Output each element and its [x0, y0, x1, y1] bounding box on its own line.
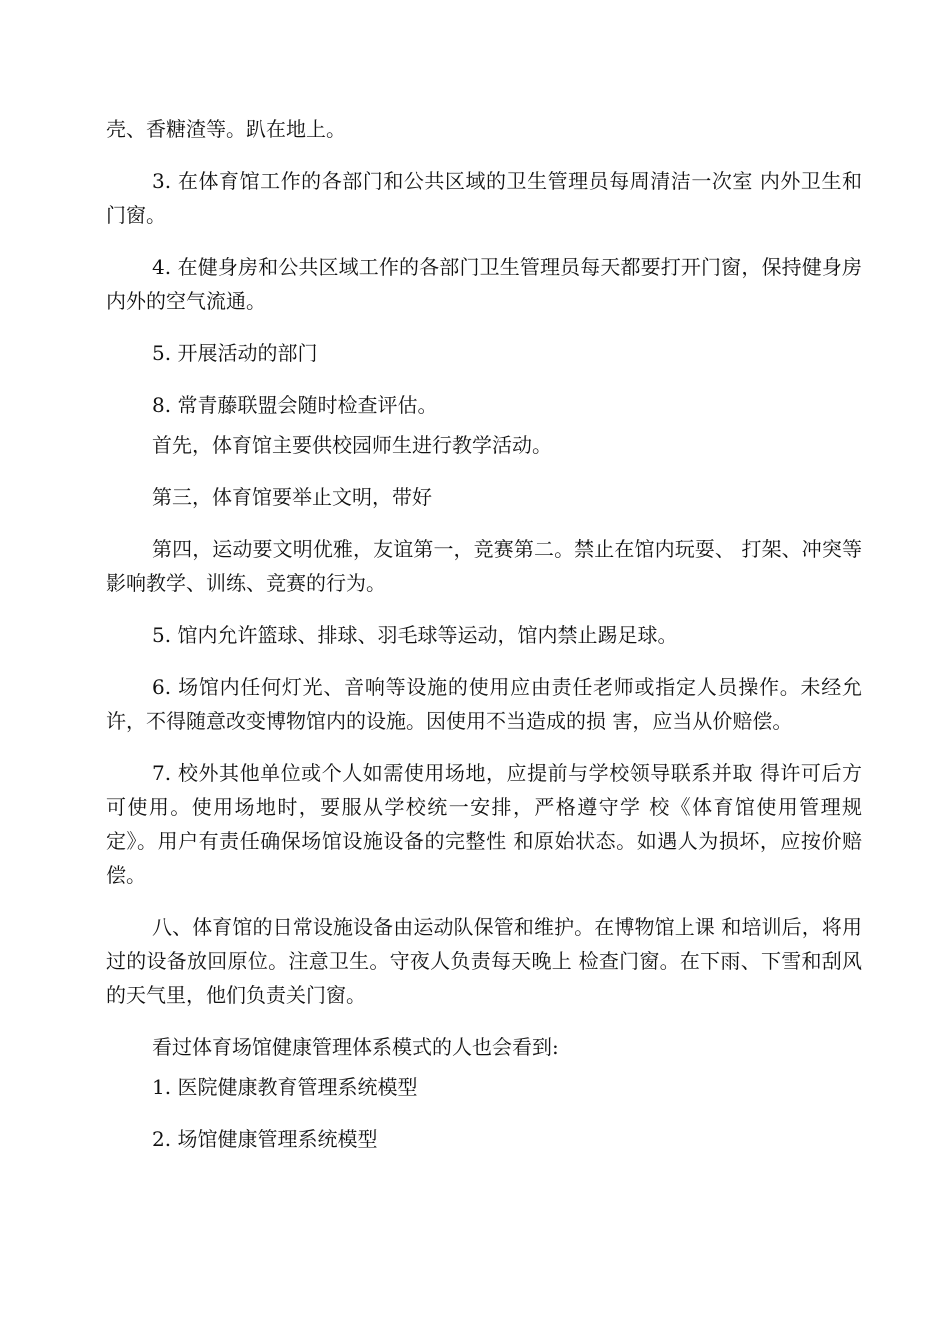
list-item-venue-model: 2. 场馆健康管理系统模型	[152, 1127, 378, 1151]
paragraph-first: 首先，体育馆主要供校园师生进行教学活动。	[152, 433, 552, 457]
paragraph-third: 第三，体育馆要举止文明，带好	[152, 485, 432, 509]
paragraph-fourth: 第四，运动要文明优雅，友谊第一，竞赛第二。禁止在馆内玩耍、 打架、冲突等影响教学、训练、竞赛的行为。	[106, 537, 862, 595]
paragraph-rule-7-external-use: 7. 校外其他单位或个人如需使用场地，应提前与学校领导联系并取 得许可后方可使用。使用场地时，要服从学校统一安排，严格遵守学 校《体育馆使用管理规定》。用户有责任确保场馆设施设备的完整性 和原始状态。如遇人为损坏，应按价赔偿。	[106, 761, 862, 887]
paragraph-rule-4-ventilation: 4. 在健身房和公共区域工作的各部门卫生管理员每天都要打开门窗，保持健身房内外的空气流通。	[106, 255, 862, 313]
paragraph-rule-6-facilities: 6. 场馆内任何灯光、音响等设施的使用应由责任老师或指定人员操作。未经允许，不得随意改变博物馆内的设施。因使用不当造成的损 害，应当从价赔偿。	[106, 675, 862, 733]
paragraph-rule-5-activities: 5. 开展活动的部门	[152, 341, 318, 365]
paragraph-eight-maintenance: 八、体育馆的日常设施设备由运动队保管和维护。在博物馆上课 和培训后，将用过的设备放回原位。注意卫生。守夜人负责每天晚上 检查门窗。在下雨、下雪和刮风的天气里，他们负责关门窗。	[106, 915, 862, 1007]
list-item-hospital-model: 1. 医院健康教育管理系统模型	[152, 1075, 418, 1099]
paragraph-rule-3-cleaning: 3. 在体育馆工作的各部门和公共区域的卫生管理员每周清洁一次室 内外卫生和门窗。	[106, 169, 862, 227]
document-page	[106, 112, 862, 1174]
paragraph-rule-8-inspection: 8. 常青藤联盟会随时检查评估。	[152, 393, 438, 417]
paragraph-see-also: 看过体育场馆健康管理体系模式的人也会看到:	[152, 1035, 559, 1059]
paragraph-rule-5-ball-sports: 5. 馆内允许篮球、排球、羽毛球等运动，馆内禁止踢足球。	[152, 623, 678, 647]
paragraph-continuation: 壳、香糖渣等。趴在地上。	[106, 117, 346, 141]
